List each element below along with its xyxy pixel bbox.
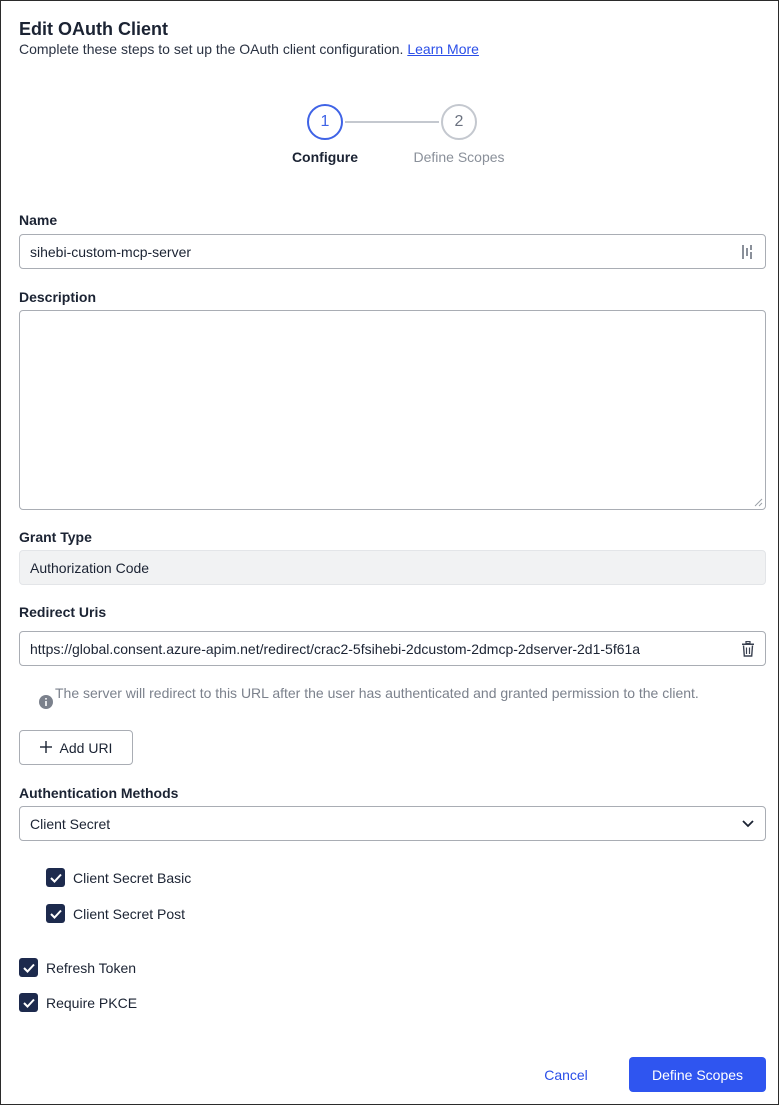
require-pkce-checkbox[interactable] <box>19 993 137 1012</box>
define-scopes-button[interactable]: Define Scopes <box>629 1057 766 1092</box>
name-value: sihebi-custom-mcp-server <box>30 243 192 260</box>
grant-type-field: Authorization Code <box>19 550 766 585</box>
refresh-token-label: Refresh Token <box>46 959 137 976</box>
auth-methods-selected: Client Secret <box>30 815 111 832</box>
checkmark-icon[interactable] <box>19 993 38 1012</box>
client-secret-post-label: Client Secret Post <box>73 905 186 922</box>
add-uri-button[interactable] <box>19 730 133 765</box>
cancel-button[interactable]: Cancel <box>544 1066 588 1083</box>
checkmark-icon[interactable] <box>19 958 38 977</box>
chevron-down-icon <box>739 815 757 833</box>
add-uri-label: Add URI <box>59 739 113 756</box>
name-input[interactable] <box>19 234 766 269</box>
auth-methods-label: Authentication Methods <box>19 785 179 801</box>
step-2-indicator[interactable]: 2 <box>441 104 477 140</box>
description-textarea[interactable] <box>19 310 766 510</box>
step-connector <box>345 121 439 123</box>
step-1-indicator[interactable]: 1 <box>307 104 343 140</box>
checkmark-icon[interactable] <box>46 904 65 923</box>
password-manager-icon[interactable] <box>739 243 757 261</box>
trash-icon[interactable] <box>739 640 757 658</box>
dialog-title: Edit OAuth Client <box>19 19 168 39</box>
learn-more-link[interactable]: Learn More <box>407 41 479 57</box>
grant-type-label: Grant Type <box>19 529 92 545</box>
redirect-uri-value: https://global.consent.azure-apim.net/redirect/crac2-5fsihebi-2dcustom-2dmcp-2dserver-2d1-5f61a <box>30 640 641 657</box>
client-secret-basic-checkbox[interactable] <box>46 868 191 887</box>
description-label: Description <box>19 289 97 305</box>
step-2-label: Define Scopes <box>413 149 505 165</box>
plus-icon <box>40 740 52 756</box>
require-pkce-label: Require PKCE <box>46 994 138 1011</box>
checkmark-icon[interactable] <box>46 868 65 887</box>
subtitle-text: Complete these steps to set up the OAuth client configuration. <box>19 41 404 57</box>
client-secret-post-checkbox[interactable] <box>46 904 185 923</box>
name-label: Name <box>19 212 58 228</box>
redirect-uri-helper-text: The server will redirect to this URL after the user has authenticated and granted permission to the client. <box>55 685 699 701</box>
redirect-uri-input[interactable] <box>19 631 766 666</box>
redirect-uris-label: Redirect Uris <box>19 604 107 620</box>
step-1-label: Configure <box>291 149 359 165</box>
resize-grip-icon[interactable] <box>753 497 763 507</box>
client-secret-basic-label: Client Secret Basic <box>73 869 192 886</box>
refresh-token-checkbox[interactable] <box>19 958 136 977</box>
dialog-subtitle <box>19 41 479 57</box>
auth-methods-select[interactable] <box>19 806 766 841</box>
